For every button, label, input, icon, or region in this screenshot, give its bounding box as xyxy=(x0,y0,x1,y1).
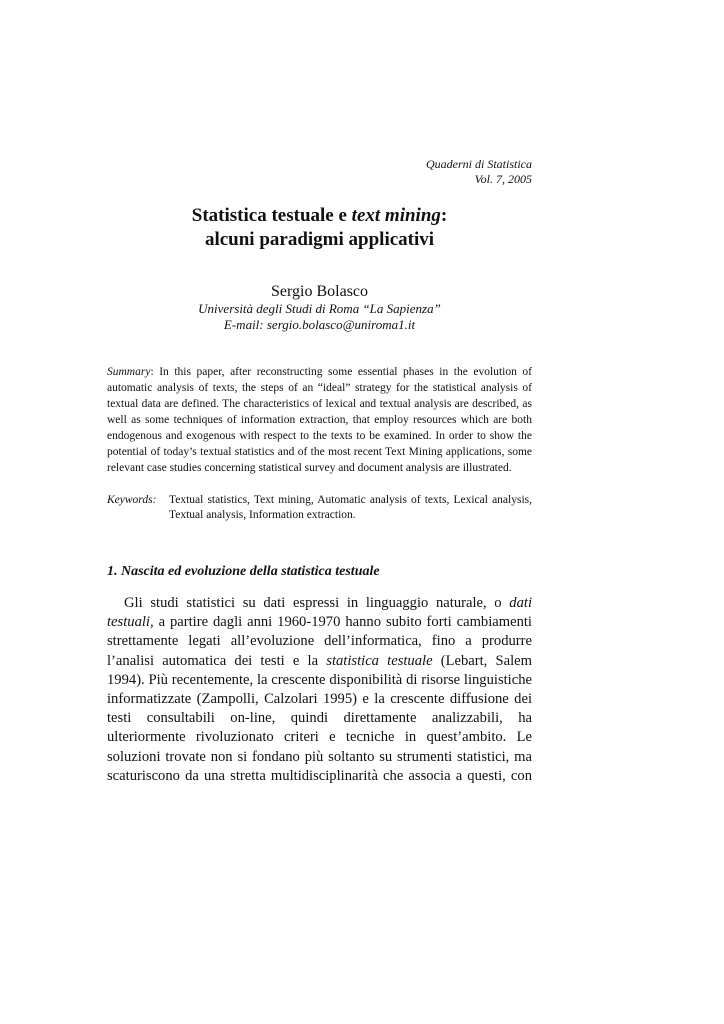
body-line: strettamente legati all’evoluzione dell’informatica, fino a produrre xyxy=(107,633,532,650)
keywords-label: Keywords: xyxy=(107,494,157,506)
section-heading: 1. Nascita ed evoluzione della statistica testuale xyxy=(107,564,380,579)
title-part-italic: text mining xyxy=(351,205,441,226)
body-text: Gli studi statistici su dati espressi in linguaggio naturale, o xyxy=(124,595,510,611)
title-line-2: alcuni paradigmi applicativi xyxy=(204,229,435,250)
keywords-text: Textual statistics, Text mining, Automatic analysis of texts, Lexical analysis, Textual analysis, Information extraction. xyxy=(169,494,532,521)
body-line: testi consultabili on-line, quindi direttamente analizzabili, ha xyxy=(107,710,532,727)
body-text: l’analisi automatica dei testi e la xyxy=(107,652,327,669)
body-text: (Lebart, Salem xyxy=(432,652,532,669)
abstract-label: Summary xyxy=(107,366,151,378)
body-line: scaturiscono da una stretta multidisciplinarità che associa a questi, con xyxy=(107,767,532,784)
body-italic: testuali xyxy=(107,614,150,631)
body-line xyxy=(107,594,532,613)
journal-header xyxy=(232,157,532,187)
body-text: , a partire dagli anni 1960-1970 hanno subito forti cambiamenti xyxy=(149,614,532,631)
journal-name: Quaderni di Statistica xyxy=(426,157,532,171)
body-italic: dati xyxy=(509,595,532,611)
body-line: ulteriormente rivoluzionato criteri e tecniche in quest’ambito. Le xyxy=(107,729,532,746)
title-line-1 xyxy=(107,204,532,228)
title-part-a: Statistica testuale e xyxy=(191,205,352,226)
body-line: 1994). Più recentemente, la crescente disponibilità di risorse linguistiche xyxy=(107,671,532,688)
abstract xyxy=(107,364,532,476)
author-email: E-mail: sergio.bolasco@uniroma1.it xyxy=(223,317,416,332)
body-paragraph xyxy=(107,594,532,786)
body-line xyxy=(107,613,532,632)
paper-title xyxy=(107,204,532,252)
keywords xyxy=(107,493,532,523)
author-affiliation-block xyxy=(107,301,532,333)
body-line: informatizzate (Zampolli, Calzolari 1995) e la crescente diffusione dei xyxy=(107,691,532,708)
body-line: soluzioni trovate non si fondano più soltanto su strumenti statistici, ma xyxy=(107,748,532,765)
body-italic: statistica testuale xyxy=(326,652,433,669)
author-affiliation: Università degli Studi di Roma “La Sapienza” xyxy=(198,301,441,316)
abstract-text: : In this paper, after reconstructing some essential phases in the evolution of automatic analysis of texts, the steps of an “ideal” strategy for the statistical analysis of textual data are defined. The characteristics of lexical and textual analysis are described, as well as some techniques of information extraction, that employ resources which are both endogenous and exogenous with respect to the texts to be examined. In order to show the potential of today’s textual statistics and of the most recent Text Mining applications, some relevant case studies concerning statistical survey and document analysis are illustrated. xyxy=(107,366,532,474)
journal-volume: Vol. 7, 2005 xyxy=(474,172,532,186)
body-line xyxy=(107,652,532,671)
author-name: Sergio Bolasco xyxy=(270,283,369,300)
title-part-colon: : xyxy=(440,205,448,226)
